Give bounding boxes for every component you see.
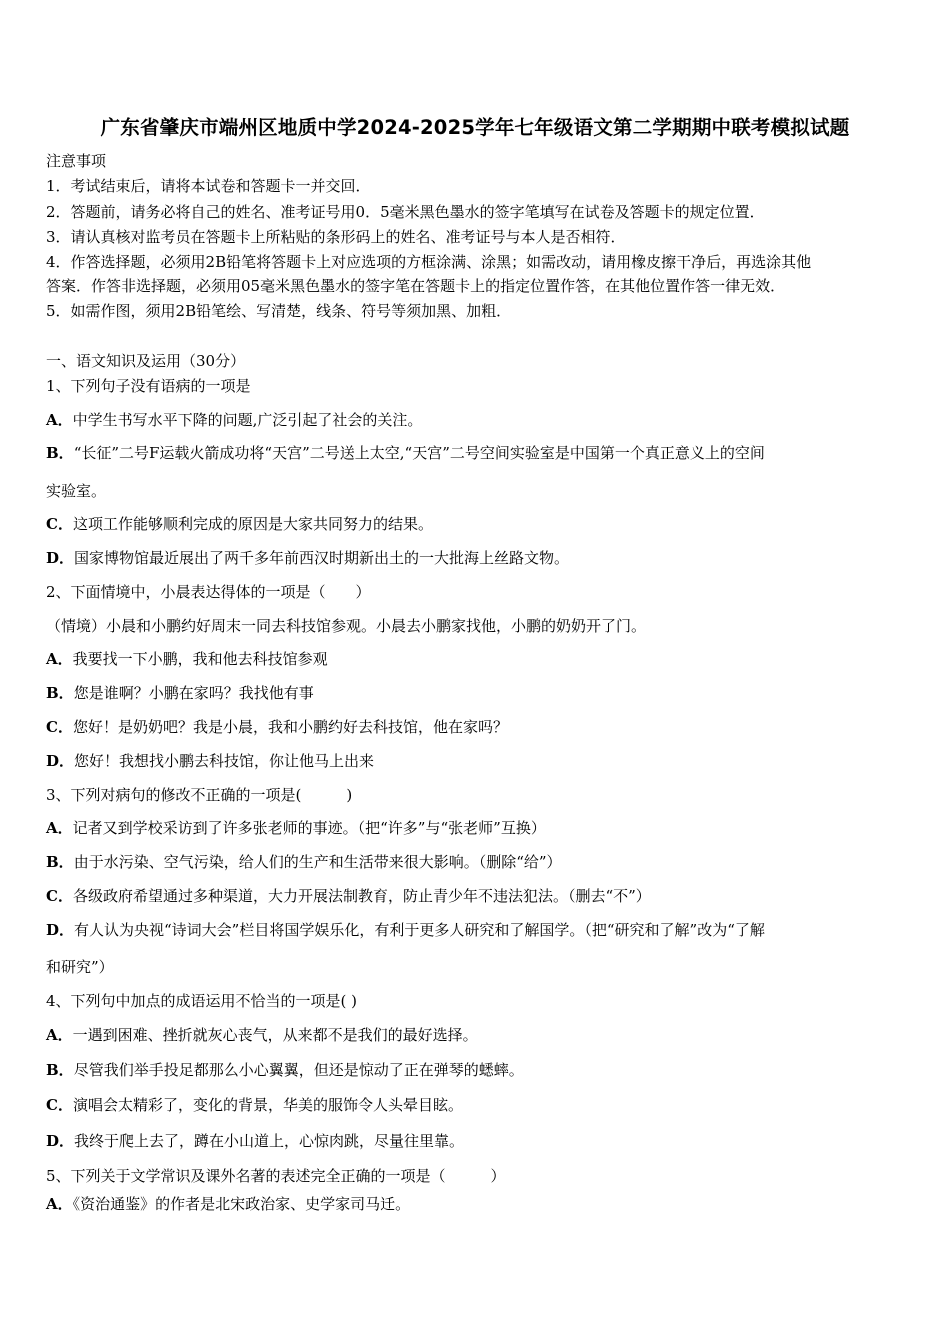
option-c <box>46 886 651 906</box>
option-b <box>46 1060 524 1080</box>
question-context: （情境）小晨和小鹏约好周末一同去科技馆参观。小晨去小鹏家找他，小鹏的奶奶开了门。 <box>46 617 647 635</box>
option-letter: A． <box>46 1195 73 1213</box>
option-text: 《资治通鉴》的作者是北宋政治家、史学家司马迁。 <box>72 1195 411 1213</box>
option-b <box>46 443 765 463</box>
option-text: 您好！我想找小鹏去科技馆，你让他马上出来 <box>74 752 375 770</box>
option-letter: A． <box>46 819 73 837</box>
option-letter: C． <box>46 718 73 736</box>
option-letter: A． <box>46 411 73 429</box>
section-heading: 一、语文知识及运用（30分） <box>46 352 246 370</box>
option-text: 这项工作能够顺利完成的原因是大家共同努力的结果。 <box>72 515 433 533</box>
option-text: “长征”二号F运载火箭成功将“天宫”二号送上太空,“天宫”二号空间实验室是中国第一个真正意义上的空间 <box>73 444 765 462</box>
question-stem: 3、下列对病句的修改不正确的一项是( ) <box>46 786 353 804</box>
option-letter: C． <box>46 887 73 905</box>
question-stem: 5、下列关于文学常识及课外名著的表述完全正确的一项是（ ） <box>46 1167 506 1185</box>
notice-item: 4．作答选择题，必须用2B铅笔将答题卡上对应选项的方框涂满、涂黑；如需改动，请用橡皮擦干净后，再选涂其他 <box>46 253 812 271</box>
option-letter: C． <box>46 1096 73 1114</box>
option-text: 国家博物馆最近展出了两千多年前西汉时期新出土的一大批海上丝路文物。 <box>74 549 570 567</box>
option-a <box>46 649 328 669</box>
option-letter: D． <box>46 752 75 770</box>
option-text: 一遇到困难、挫折就灰心丧气，从来都不是我们的最好选择。 <box>72 1026 478 1044</box>
option-text: 我要找一下小鹏，我和他去科技馆参观 <box>72 650 328 668</box>
option-text: 演唱会太精彩了，变化的背景，华美的服饰令人头晕目眩。 <box>72 1096 463 1114</box>
option-letter: D． <box>46 549 75 567</box>
option-letter: B． <box>46 444 74 462</box>
option-d <box>46 751 374 771</box>
option-text: 各级政府希望通过多种渠道，大力开展法制教育，防止青少年不违法犯法。（删去“不”） <box>72 887 651 905</box>
option-text: 有人认为央视“诗词大会”栏目将国学娱乐化，有利于更多人研究和了解国学。（把“研究和了解”改为“了解 <box>74 921 765 939</box>
option-letter: B． <box>46 684 74 702</box>
option-a <box>46 818 546 838</box>
notice-heading: 注意事项 <box>46 152 107 170</box>
option-text: 您好！是奶奶吧？我是小晨，我和小鹏约好去科技馆，他在家吗？ <box>72 718 508 736</box>
option-d <box>46 548 569 568</box>
option-letter: A． <box>46 650 73 668</box>
option-d <box>46 920 765 940</box>
notice-item: 5．如需作图，须用2B铅笔绘、写清楚，线条、符号等须加黑、加粗． <box>46 302 512 320</box>
option-letter: D． <box>46 921 75 939</box>
option-letter: A． <box>46 1026 73 1044</box>
option-letter: B． <box>46 853 74 871</box>
notice-item: 答案．作答非选择题，必须用05毫米黑色墨水的签字笔在答题卡上的指定位置作答，在其他位置作答一律无效． <box>46 277 786 295</box>
option-b <box>46 683 314 703</box>
option-text: 由于水污染、空气污染，给人们的生产和生活带来很大影响。（删除“给”） <box>73 853 562 871</box>
notice-item: 1．考试结束后，请将本试卷和答题卡一并交回． <box>46 177 371 195</box>
option-letter: D． <box>46 1132 75 1150</box>
option-text: 您是谁啊？小鹏在家吗？我找他有事 <box>73 684 314 702</box>
option-d <box>46 1131 464 1151</box>
option-a <box>46 410 422 430</box>
option-letter: B． <box>46 1061 74 1079</box>
option-a <box>46 1194 410 1214</box>
option-text: 中学生书写水平下降的问题,广泛引起了社会的关注。 <box>72 411 423 429</box>
question-stem: 2、下面情境中，小晨表达得体的一项是（ ） <box>46 583 371 601</box>
option-c <box>46 1095 463 1115</box>
question-stem: 1、下列句子没有语病的一项是 <box>46 377 251 395</box>
option-c <box>46 717 508 737</box>
option-text: 尽管我们举手投足都那么小心翼翼，但还是惊动了正在弹琴的蟋蟀。 <box>73 1061 524 1079</box>
option-b <box>46 852 562 872</box>
notice-item: 2．答题前，请务必将自己的姓名、准考证号用0．5毫米黑色墨水的签字笔填写在试卷及答题卡的规定位置． <box>46 203 765 221</box>
notice-item: 3．请认真核对监考员在答题卡上所粘贴的条形码上的姓名、准考证号与本人是否相符． <box>46 228 626 246</box>
option-b-continued: 实验室。 <box>46 482 107 500</box>
option-d-continued: 和研究”） <box>46 958 114 976</box>
question-stem: 4、下列句中加点的成语运用不恰当的一项是( ) <box>46 992 358 1010</box>
option-a <box>46 1025 478 1045</box>
option-text: 记者又到学校采访到了许多张老师的事迹。（把“许多”与“张老师”互换） <box>72 819 546 837</box>
option-letter: C． <box>46 515 73 533</box>
option-text: 我终于爬上去了，蹲在小山道上，心惊肉跳，尽量往里靠。 <box>74 1132 465 1150</box>
page-title: 广东省肇庆市端州区地质中学2024-2025学年七年级语文第二学期期中联考模拟试题 <box>100 116 850 139</box>
option-c <box>46 514 433 534</box>
